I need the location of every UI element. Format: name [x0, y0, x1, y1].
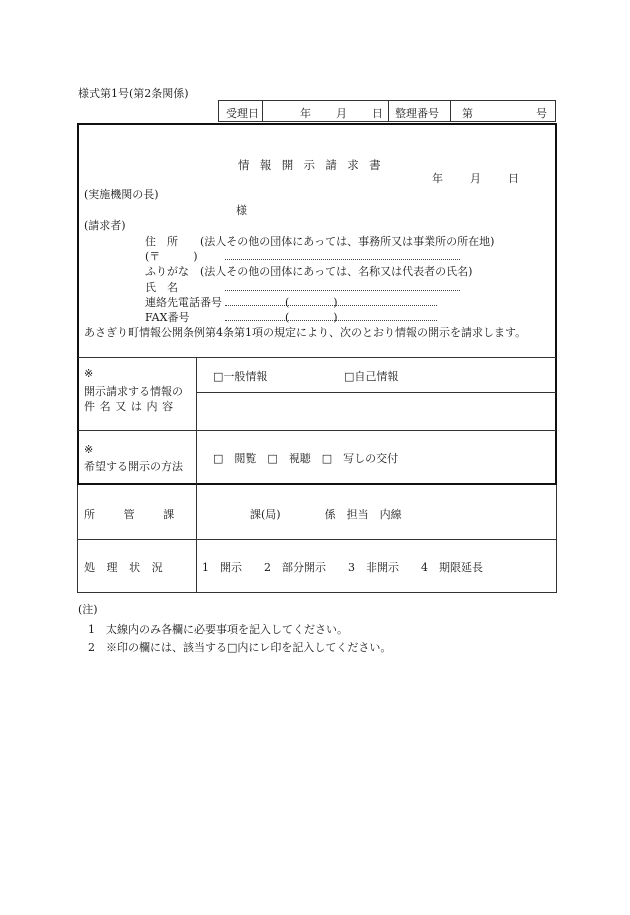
address-label: 住 所 — [145, 235, 178, 248]
reference-number-suffix: 号 — [536, 107, 547, 120]
info-required-mark: ※ — [84, 367, 94, 380]
method-label: 希望する開示の方法 — [84, 460, 183, 473]
request-date-month: 月 — [470, 172, 481, 185]
name-label: 氏 名 — [145, 281, 178, 294]
info-label-line2: 件名又は内容 — [84, 400, 178, 413]
reference-number-label: 整理番号 — [395, 107, 439, 120]
phone-label: 連絡先電話番号 — [145, 296, 222, 309]
method-required-mark: ※ — [84, 443, 94, 456]
received-year: 年 — [300, 107, 311, 120]
address-field[interactable] — [225, 259, 460, 260]
info-label-line1: 開示請求する情報の — [84, 385, 183, 398]
self-info-checkbox[interactable]: □自己情報 — [344, 370, 399, 383]
form-number: 様式第1号(第2条関係) — [78, 87, 189, 100]
note-item-2: 2 ※印の欄には、該当する□内にレ印を記入してください。 — [88, 641, 392, 654]
furigana-label: ふりがな — [145, 265, 189, 278]
phone-area-code: ( ) — [285, 296, 338, 309]
notes-heading: (注) — [78, 603, 98, 616]
processing-status-options: 1 開示 2 部分開示 3 非開示 4 期限延長 — [202, 561, 483, 574]
info-subject-field[interactable] — [198, 394, 554, 428]
reference-number-prefix: 第 — [462, 107, 473, 120]
name-note: (法人その他の団体にあっては、名称又は代表者の氏名) — [200, 265, 473, 278]
reception-row — [218, 100, 556, 122]
requester-label: (請求者) — [84, 219, 126, 232]
addressee-honorific: 様 — [236, 204, 247, 217]
name-field[interactable] — [225, 290, 460, 291]
request-date-year: 年 — [432, 172, 443, 185]
postal-code: (〒 ) — [145, 250, 198, 263]
disclosure-method-options[interactable]: □ 閲覧 □ 視聴 □ 写しの交付 — [213, 452, 399, 465]
note-item-1: 1 太線内のみ各欄に必要事項を記入してください。 — [88, 623, 348, 636]
general-info-checkbox[interactable]: □一般情報 — [213, 370, 268, 383]
received-month: 月 — [336, 107, 347, 120]
department-label: 所管課 — [84, 508, 203, 521]
addressee-label: (実施機関の長) — [84, 188, 159, 201]
received-day: 日 — [372, 107, 383, 120]
received-label: 受理日 — [226, 107, 259, 120]
processing-status-label: 処理状況 — [84, 561, 175, 574]
request-date-day: 日 — [508, 172, 519, 185]
request-statement: あさぎり町情報公開条例第4条第1項の規定により、次のとおり情報の開示を請求します。 — [84, 326, 527, 339]
department-value: 課(局) 係 担当 内線 — [250, 508, 402, 521]
address-note: (法人その他の団体にあっては、事務所又は事業所の所在地) — [200, 235, 495, 248]
fax-area-code: ( ) — [285, 311, 338, 324]
form-title: 情報開示請求書 — [238, 158, 391, 172]
fax-label: FAX番号 — [145, 311, 190, 324]
